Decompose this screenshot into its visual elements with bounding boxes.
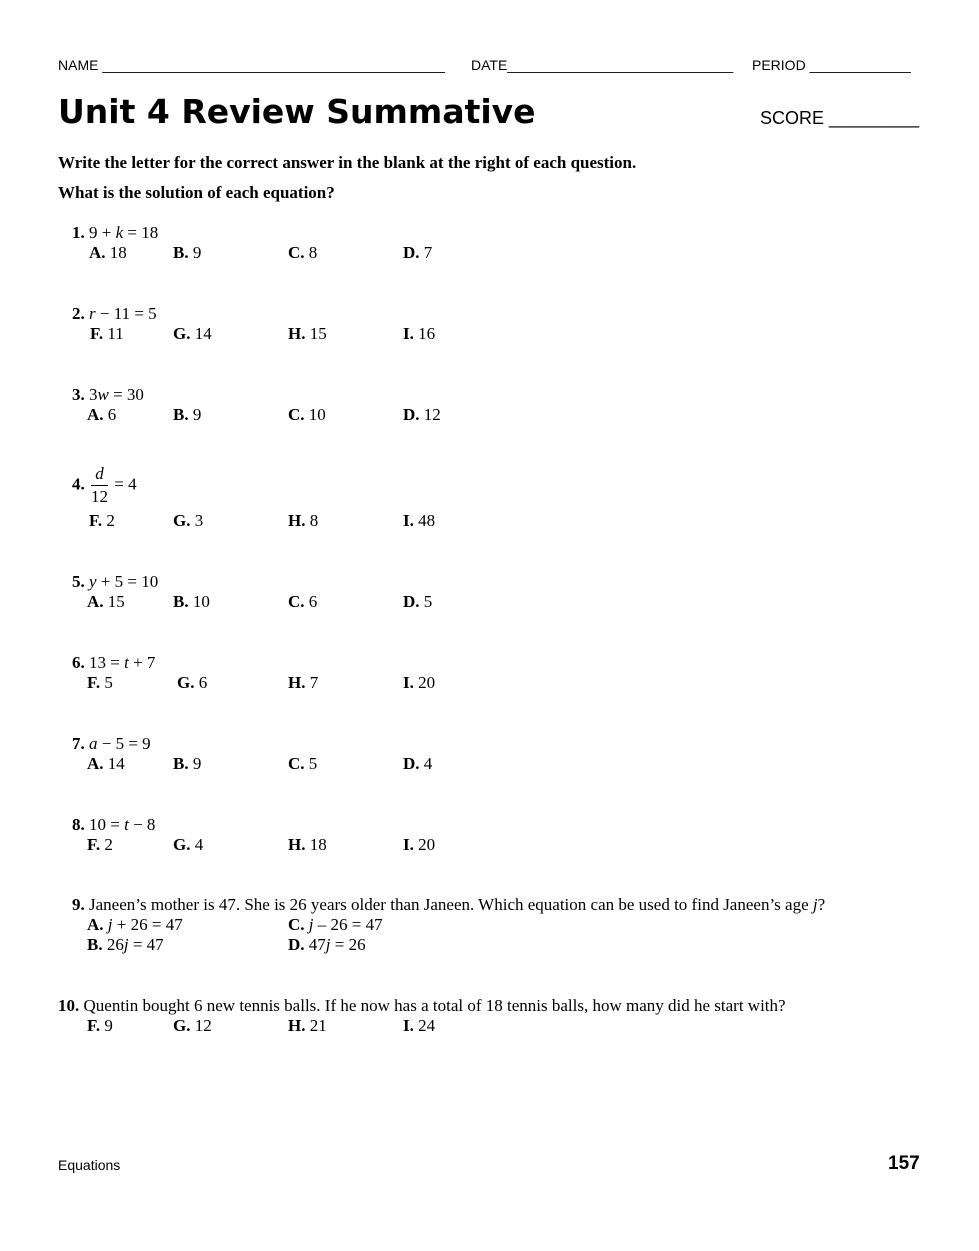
choice-3a[interactable]: A. 6 xyxy=(87,405,117,424)
name-label: NAME xyxy=(58,57,99,73)
choice-9c[interactable]: C. j – 26 = 47 xyxy=(288,915,383,934)
question-number: 3. xyxy=(72,385,85,404)
choice-4i[interactable]: I. 48 xyxy=(403,511,436,530)
question-1: 1. 9 + k = 18 xyxy=(72,223,159,242)
question-text: Quentin bought 6 new tennis balls. If he now has a total of 18 tennis balls, how many did he start with? xyxy=(83,996,786,1015)
choice-8h[interactable]: H. 18 xyxy=(288,835,327,854)
fraction: $\frac{d}{12}$ xyxy=(91,464,108,506)
date-label: DATE xyxy=(471,57,508,73)
question-number: 6. xyxy=(72,653,85,672)
choice-5c[interactable]: C. 6 xyxy=(288,592,318,611)
question-3: 3. 3w = 30 xyxy=(72,385,144,404)
question-2: 2. r − 11 = 5 xyxy=(72,304,157,323)
date-blank[interactable]: _____________________________ xyxy=(507,57,734,73)
choice-7c[interactable]: C. 5 xyxy=(288,754,318,773)
choice-1d[interactable]: D. 7 xyxy=(403,243,433,262)
choice-9b[interactable]: B. 26j = 47 xyxy=(87,935,164,954)
name-field xyxy=(58,57,445,73)
choice-1a[interactable]: A. 18 xyxy=(89,243,127,262)
question-number: 1. xyxy=(72,223,85,242)
question-number: 4. xyxy=(72,474,85,494)
choice-2f[interactable]: F. 11 xyxy=(90,324,124,343)
question-number: 5. xyxy=(72,572,85,591)
choice-2i[interactable]: I. 16 xyxy=(403,324,436,343)
choice-10f[interactable]: F. 9 xyxy=(87,1016,113,1035)
question-number: 8. xyxy=(72,815,85,834)
choice-4f[interactable]: F. 2 xyxy=(89,511,115,530)
footer-section: Equations xyxy=(58,1157,121,1173)
name-blank[interactable]: ____________________________________________ xyxy=(102,57,445,73)
choice-6h[interactable]: H. 7 xyxy=(288,673,319,692)
question-6: 6. 13 = t + 7 xyxy=(72,653,156,672)
choice-2h[interactable]: H. 15 xyxy=(288,324,327,343)
period-label: PERIOD xyxy=(752,57,806,73)
choice-10g[interactable]: G. 12 xyxy=(173,1016,212,1035)
choice-10h[interactable]: H. 21 xyxy=(288,1016,327,1035)
choice-9a[interactable]: A. j + 26 = 47 xyxy=(87,915,183,934)
choice-8i[interactable]: I. 20 xyxy=(403,835,436,854)
choice-1c[interactable]: C. 8 xyxy=(288,243,318,262)
choice-7a[interactable]: A. 14 xyxy=(87,754,125,773)
choice-7b[interactable]: B. 9 xyxy=(173,754,202,773)
period-blank[interactable]: _____________ xyxy=(809,57,911,73)
instruction-2: What is the solution of each equation? xyxy=(58,183,335,202)
choice-8f[interactable]: F. 2 xyxy=(87,835,113,854)
question-number: 10. xyxy=(58,996,80,1015)
date-field xyxy=(471,57,733,73)
choice-8g[interactable]: G. 4 xyxy=(173,835,204,854)
choice-5b[interactable]: B. 10 xyxy=(173,592,210,611)
choice-1b[interactable]: B. 9 xyxy=(173,243,202,262)
page-number: 157 xyxy=(888,1153,920,1174)
choice-3d[interactable]: D. 12 xyxy=(403,405,441,424)
period-field xyxy=(752,57,911,73)
question-8: 8. 10 = t − 8 xyxy=(72,815,156,834)
question-5: 5. y + 5 = 10 xyxy=(72,572,159,591)
question-number: 9. xyxy=(72,895,85,914)
question-4: 4. $\frac{d}{12}$ = 4 xyxy=(72,464,137,506)
choice-4h[interactable]: H. 8 xyxy=(288,511,319,530)
choice-6g[interactable]: G. 6 xyxy=(177,673,208,692)
choice-9d[interactable]: D. 47j = 26 xyxy=(288,935,366,954)
question-10 xyxy=(58,996,786,1016)
question-number: 2. xyxy=(72,304,85,323)
choice-10i[interactable]: I. 24 xyxy=(403,1016,436,1035)
choice-5a[interactable]: A. 15 xyxy=(87,592,125,611)
question-7: 7. a − 5 = 9 xyxy=(72,734,151,753)
question-9: 9. Janeen’s mother is 47. She is 26 years older than Janeen. Which equation can be used to find Janeen’s age j? xyxy=(72,895,826,914)
question-text: Janeen’s mother is 47. She is 26 years older than Janeen. Which equation can be used to find Janeen’s age xyxy=(89,895,809,914)
choice-6f[interactable]: F. 5 xyxy=(87,673,113,692)
instruction-1: Write the letter for the correct answer in the blank at the right of each question. xyxy=(58,153,637,172)
score-field[interactable]: SCORE _________ xyxy=(760,108,920,128)
choice-2g[interactable]: G. 14 xyxy=(173,324,212,343)
page-title: Unit 4 Review Summative xyxy=(58,92,536,131)
choice-3c[interactable]: C. 10 xyxy=(288,405,326,424)
question-number: 7. xyxy=(72,734,85,753)
choice-7d[interactable]: D. 4 xyxy=(403,754,433,773)
choice-4g[interactable]: G. 3 xyxy=(173,511,204,530)
choice-5d[interactable]: D. 5 xyxy=(403,592,433,611)
choice-3b[interactable]: B. 9 xyxy=(173,405,202,424)
choice-6i[interactable]: I. 20 xyxy=(403,673,436,692)
